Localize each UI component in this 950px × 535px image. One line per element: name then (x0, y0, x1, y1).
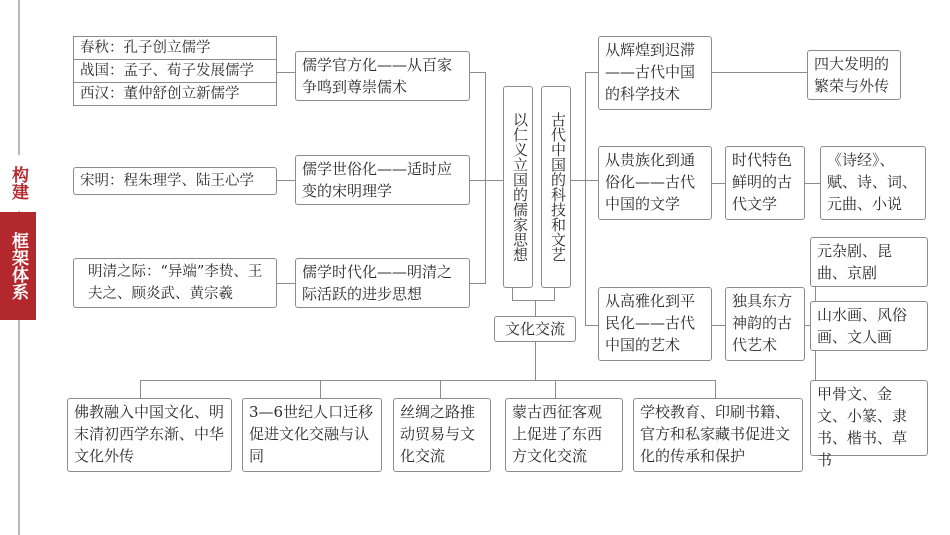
connector (585, 72, 598, 73)
connector (712, 183, 725, 184)
connector (585, 325, 598, 326)
connector (555, 380, 556, 398)
connector (485, 180, 505, 181)
bottom-silk-road: 丝绸之路推动贸易与文化交流 (393, 398, 491, 472)
connector (512, 300, 555, 301)
bottom-buddhism: 佛教融入中国文化、明末清初西学东渐、中华文化外传 (67, 398, 232, 472)
right-art: 从高雅化到平民化——古代中国的艺术 (598, 287, 712, 361)
connector (535, 300, 536, 316)
source-warring-states: 战国：孟子、荀子发展儒学 (73, 60, 277, 83)
center-exchange: 文化交流 (494, 316, 576, 342)
right-literature: 从贵族化到通俗化——古代中国的文学 (598, 146, 712, 220)
connector (712, 325, 725, 326)
connector (512, 288, 513, 300)
connector (570, 180, 585, 181)
source-group-early (73, 36, 277, 106)
right-four-inventions: 四大发明的繁荣与外传 (807, 50, 901, 100)
connector (485, 72, 486, 284)
center-confucian: 以仁义立国的儒家思想 (503, 86, 533, 288)
sidebar-tag-framework: 框架体系 (0, 212, 36, 320)
right-calligraphy: 甲骨文、金文、小篆、隶书、楷书、草书 (810, 380, 928, 456)
connector (470, 72, 485, 73)
connector (140, 380, 715, 381)
connector (320, 380, 321, 398)
right-science: 从辉煌到迟滞——古代中国的科学技术 (598, 36, 712, 110)
right-painting: 山水画、风俗画、文人画 (810, 301, 928, 351)
bottom-education: 学校教育、印刷书籍、官方和私家藏书促进文化的传承和保护 (633, 398, 803, 472)
source-song-ming: 宋明：程朱理学、陆王心学 (73, 167, 277, 195)
right-drama: 元杂剧、昆曲、京剧 (810, 237, 928, 287)
bottom-mongol: 蒙古西征客观上促进了东西方文化交流 (505, 398, 623, 472)
connector (277, 180, 295, 181)
ru-secular: 儒学世俗化——适时应变的宋明理学 (295, 155, 470, 205)
source-ming-qing: 明清之际：“异端”李贽、王夫之、顾炎武、黄宗羲 (73, 258, 277, 308)
connector (470, 283, 485, 284)
source-western-han: 西汉：董仲舒创立新儒学 (73, 83, 277, 106)
ru-modern: 儒学时代化——明清之际活跃的进步思想 (295, 258, 470, 308)
connector (554, 288, 555, 300)
connector (535, 340, 536, 380)
sidebar (0, 0, 38, 535)
center-science-art: 古代中国的科技和文艺 (541, 86, 571, 288)
connector (140, 380, 141, 398)
connector (585, 72, 586, 325)
connector (277, 283, 295, 284)
ru-official: 儒学官方化——从百家争鸣到尊崇儒术 (295, 51, 470, 101)
connector (585, 180, 598, 181)
source-spring-autumn: 春秋：孔子创立儒学 (73, 36, 277, 60)
connector (805, 183, 820, 184)
bottom-migration: 3—6世纪人口迁移促进文化交融与认同 (242, 398, 382, 472)
right-lit-list: 《诗经》、赋、诗、词、元曲、小说 (820, 146, 926, 220)
connector (277, 72, 295, 73)
right-lit-era: 时代特色鲜明的古代文学 (725, 146, 805, 220)
connector (712, 72, 807, 73)
sidebar-tag-build: 构建 (0, 155, 36, 211)
connector (715, 380, 716, 398)
right-art-east: 独具东方神韵的古代艺术 (725, 287, 805, 361)
connector (440, 380, 441, 398)
